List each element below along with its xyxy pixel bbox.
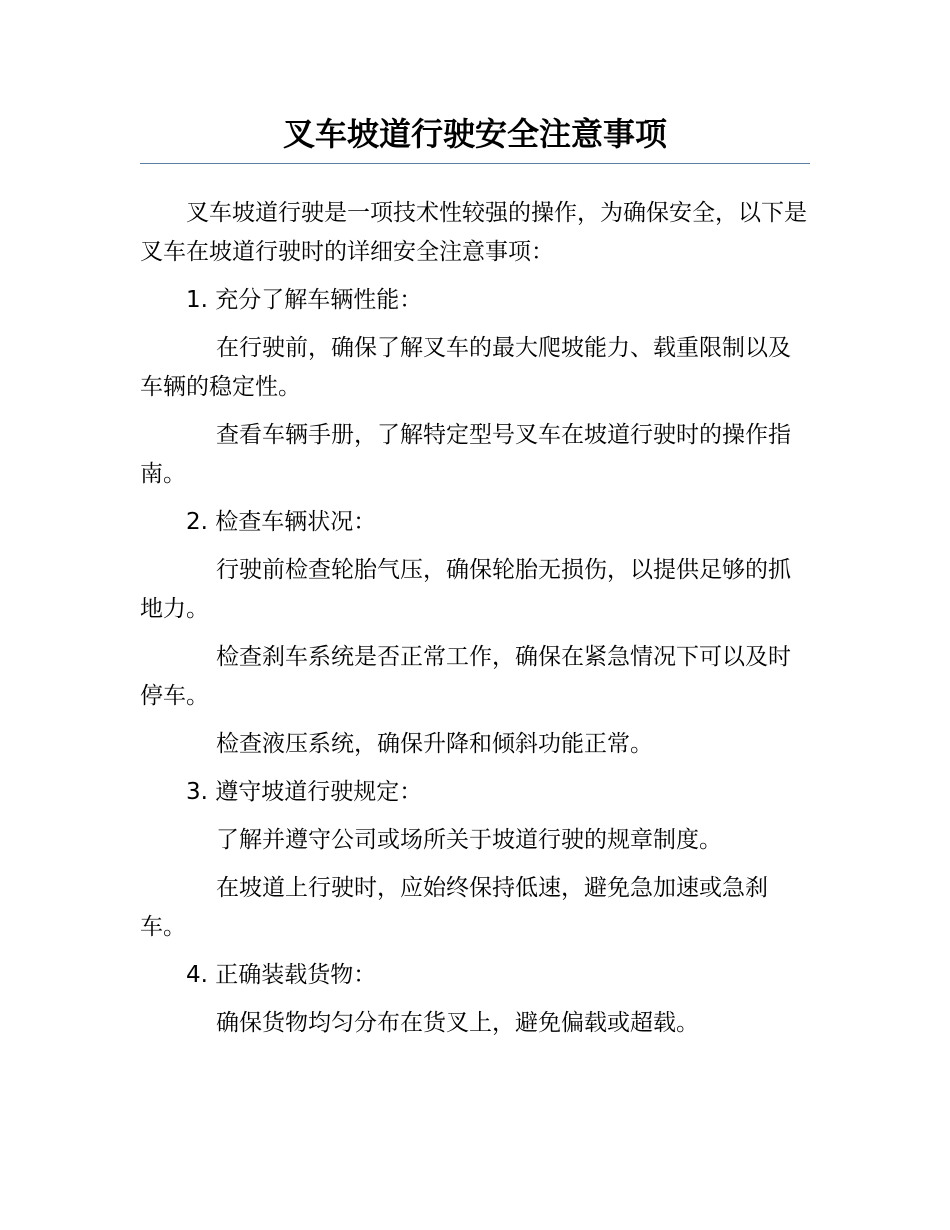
section-1-heading: 1. 充分了解车辆性能： — [186, 287, 423, 313]
section-1-item-1: 在行驶前，确保了解叉车的最大爬坡能力、载重限制以及车辆的稳定性。 — [140, 335, 791, 400]
intro-paragraph: 叉车坡道行驶是一项技术性较强的操作，为确保安全，以下是叉车在坡道行驶时的详细安全注意事项： — [140, 200, 807, 265]
section-2-item-2: 检查刹车系统是否正常工作，确保在紧急情况下可以及时停车。 — [140, 644, 791, 709]
title-underline — [140, 163, 810, 164]
section-1-item-2: 查看车辆手册，了解特定型号叉车在坡道行驶时的操作指南。 — [140, 422, 791, 487]
section-2-item-1: 行驶前检查轮胎气压，确保轮胎无损伤，以提供足够的抓地力。 — [140, 557, 791, 622]
section-3-item-2: 在坡道上行驶时，应始终保持低速，避免急加速或急刹车。 — [140, 875, 768, 940]
document-body — [140, 194, 810, 1052]
section-3-item-1: 了解并遵守公司或场所关于坡道行驶的规章制度。 — [216, 827, 722, 853]
section-2-item-3: 检查液压系统，确保升降和倾斜功能正常。 — [216, 731, 653, 757]
section-3-heading: 3. 遵守坡道行驶规定： — [186, 779, 423, 805]
section-4-item-1: 确保货物均匀分布在货叉上，避免偏载或超载。 — [216, 1010, 699, 1036]
document-title: 叉车坡道行驶安全注意事项 — [282, 115, 667, 153]
section-4-heading: 4. 正确装载货物： — [186, 962, 377, 988]
section-2-heading: 2. 检查车辆状况： — [186, 509, 377, 535]
